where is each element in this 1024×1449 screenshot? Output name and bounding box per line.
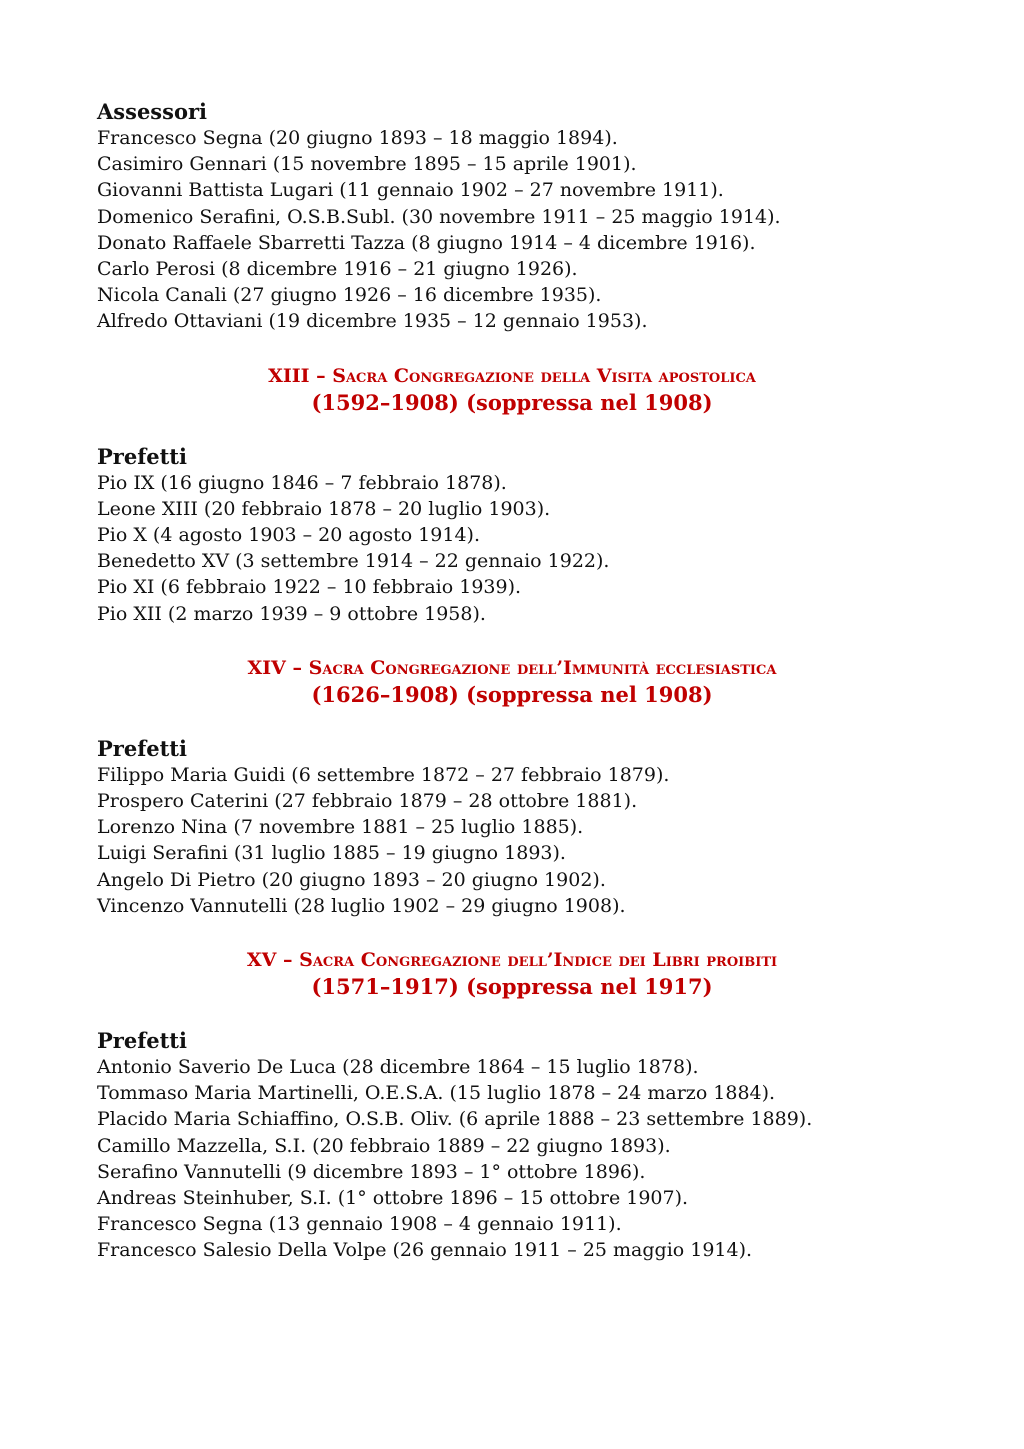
list-item: Carlo Perosi (8 dicembre 1916 – 21 giugno 1926).	[97, 258, 578, 281]
list-item: Domenico Serafini, O.S.B.Subl. (30 novembre 1911 – 25 maggio 1914).	[97, 205, 781, 228]
prefetti-heading: Prefetti	[97, 443, 187, 469]
section-xv	[97, 947, 927, 1264]
list-item: Placido Maria Schiaffino, O.S.B. Oliv. (6 aprile 1888 – 23 settembre 1889).	[97, 1108, 813, 1131]
list-item: Pio XII (2 marzo 1939 – 9 ottobre 1958).	[97, 602, 486, 625]
list-item: Alfredo Ottaviani (19 dicembre 1935 – 12 gennaio 1953).	[97, 310, 648, 333]
prefetti-heading: Prefetti	[97, 735, 187, 761]
document-page	[97, 98, 927, 1264]
list-item: Lorenzo Nina (7 novembre 1881 – 25 luglio 1885).	[97, 816, 584, 839]
list-item: Prospero Caterini (27 febbraio 1879 – 28 ottobre 1881).	[97, 790, 638, 813]
list-item: Francesco Segna (13 gennaio 1908 – 4 gennaio 1911).	[97, 1213, 622, 1236]
list-item: Andreas Steinhuber, S.I. (1° ottobre 1896 – 15 ottobre 1907).	[97, 1187, 689, 1210]
list-item: Camillo Mazzella, S.I. (20 febbraio 1889 – 22 giugno 1893).	[97, 1134, 671, 1157]
list-item: Pio IX (16 giugno 1846 – 7 febbraio 1878).	[97, 471, 507, 494]
section-title-name: XV – Sacra Congregazione dell’Indice dei Libri proibiti	[246, 949, 778, 972]
section-xiv	[97, 655, 927, 919]
list-item: Benedetto XV (3 settembre 1914 – 22 gennaio 1922).	[97, 550, 610, 573]
list-item: Pio XI (6 febbraio 1922 – 10 febbraio 1939).	[97, 576, 522, 599]
section-title	[97, 947, 927, 1001]
assessori-heading: Assessori	[97, 99, 207, 124]
section-title-dates: (1571–1917) (soppressa nel 1917)	[311, 974, 713, 1000]
section-title-dates: (1626–1908) (soppressa nel 1908)	[311, 681, 713, 707]
list-item: Vincenzo Vannutelli (28 luglio 1902 – 29 giugno 1908).	[97, 894, 626, 917]
assessori-block	[97, 98, 927, 335]
section-title	[97, 655, 927, 709]
list-item: Filippo Maria Guidi (6 settembre 1872 – 27 febbraio 1879).	[97, 763, 670, 786]
list-item: Leone XIII (20 febbraio 1878 – 20 luglio 1903).	[97, 497, 551, 520]
list-item: Francesco Segna (20 giugno 1893 – 18 maggio 1894).	[97, 127, 618, 149]
prefetti-heading: Prefetti	[97, 1028, 187, 1054]
section-title-name: XIV – Sacra Congregazione dell’Immunità ecclesiastica	[247, 656, 777, 679]
list-item: Nicola Canali (27 giugno 1926 – 16 dicembre 1935).	[97, 284, 602, 307]
section-title	[97, 363, 927, 417]
list-item: Angelo Di Pietro (20 giugno 1893 – 20 giugno 1902).	[97, 868, 606, 891]
list-item: Donato Raffaele Sbarretti Tazza (8 giugno 1914 – 4 dicembre 1916).	[97, 231, 756, 254]
list-item: Serafino Vannutelli (9 dicembre 1893 – 1° ottobre 1896).	[97, 1160, 646, 1183]
section-xiii	[97, 363, 927, 627]
list-item: Giovanni Battista Lugari (11 gennaio 1902 – 27 novembre 1911).	[97, 179, 724, 202]
list-item: Tommaso Maria Martinelli, O.E.S.A. (15 luglio 1878 – 24 marzo 1884).	[97, 1082, 776, 1105]
list-item: Antonio Saverio De Luca (28 dicembre 1864 – 15 luglio 1878).	[97, 1056, 699, 1079]
list-item: Francesco Salesio Della Volpe (26 gennaio 1911 – 25 maggio 1914).	[97, 1239, 753, 1262]
list-item: Pio X (4 agosto 1903 – 20 agosto 1914).	[97, 524, 480, 547]
section-title-dates: (1592–1908) (soppressa nel 1908)	[311, 389, 713, 415]
list-item: Luigi Serafini (31 luglio 1885 – 19 giugno 1893).	[97, 842, 566, 865]
section-title-name: XIII – Sacra Congregazione della Visita apostolica	[268, 364, 756, 387]
list-item: Casimiro Gennari (15 novembre 1895 – 15 aprile 1901).	[97, 153, 637, 176]
